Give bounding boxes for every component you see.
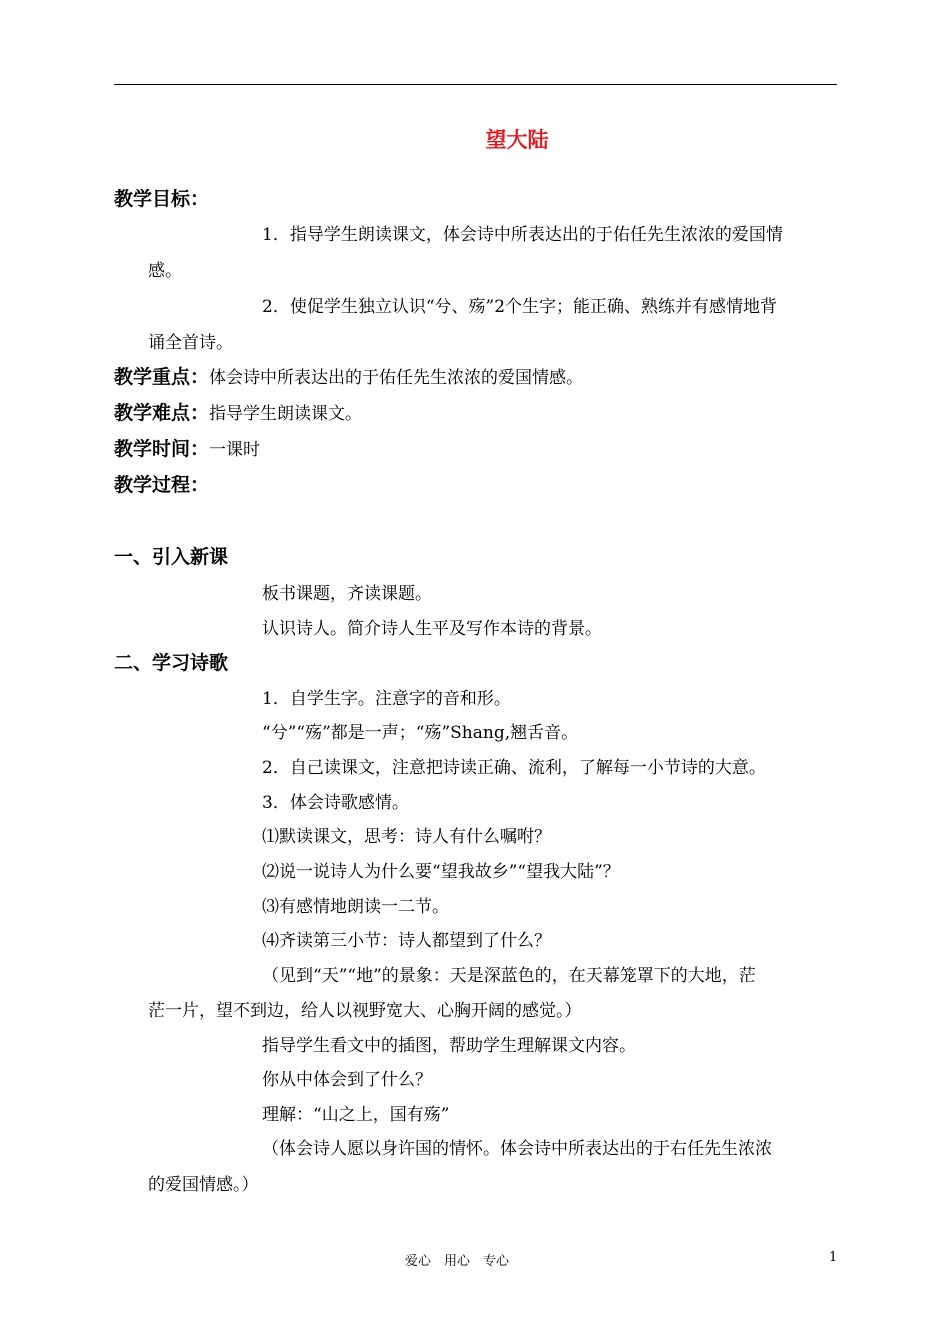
time-row [114,438,260,461]
section-2-paragraph: ⑷齐读第三小节：诗人都望到了什么？ [262,931,551,951]
section-2-paragraph: 指导学生看文中的插图，帮助学生理解课文内容。 [262,1036,636,1056]
section-2-paragraph: （见到“天”“地”的景象：天是深蓝色的，在天幕笼罩下的大地，茫 [262,966,756,986]
footer-text: 爱心 用心 专心 [405,1254,510,1269]
objective-2-line-1: 2．使促学生独立认识“兮、殇”2个生字；能正确、熟练并有感情地背 [262,297,778,317]
section-1-paragraph: 板书课题，齐读课题。 [262,584,432,604]
section-2-paragraph: 茫一片，望不到边，给人以视野宽大、心胸开阔的感觉。） [148,1001,582,1021]
section-2-paragraph: ⑴默读课文，思考：诗人有什么嘱咐？ [262,827,551,847]
section-2-heading: 二、学习诗歌 [114,652,229,674]
time-label: 教学时间： [114,438,210,460]
key-point-label: 教学重点： [114,366,210,388]
section-2-paragraph: 2．自己读课文，注意把诗读正确、流利，了解每一小节诗的大意。 [262,758,766,778]
key-point-row [114,366,583,389]
objectives-heading: 教学目标： [114,188,210,210]
process-label: 教学过程： [114,474,210,496]
page-number: 1 [829,1250,838,1265]
section-2-paragraph: 的爱国情感。） [148,1175,259,1195]
process-row [114,474,209,497]
section-1-paragraph: 认识诗人。简介诗人生平及写作本诗的背景。 [262,619,602,639]
time-value: 一课时 [209,440,261,460]
section-1-heading: 一、引入新课 [114,546,229,568]
section-2-paragraph: ⑶有感情地朗读一二节。 [262,897,449,917]
key-point-value: 体会诗中所表达出的于佑任先生浓浓的爱国情感。 [209,368,584,388]
section-2-paragraph: （体会诗人愿以身许国的情怀。体会诗中所表达出的于右任先生浓浓 [262,1139,772,1159]
section-2-paragraph: 1．自学生字。注意字的音和形。 [262,689,511,709]
section-2-paragraph: “兮”“殇”都是一声；“殇”Shang,翘舌音。 [262,723,579,743]
header-rule [114,84,837,85]
difficulty-row [114,402,362,425]
difficulty-label: 教学难点： [114,402,210,424]
document-title: 望大陆 [485,128,549,152]
section-2-paragraph: 你从中体会到了什么？ [262,1070,432,1090]
objective-1-line-2: 感。 [148,261,182,281]
section-2-paragraph: ⑵说一说诗人为什么要“望我故乡”“望我大陆”？ [262,862,620,882]
difficulty-value: 指导学生朗读课文。 [209,404,363,424]
objective-2-line-2: 诵全首诗。 [148,333,233,353]
section-2-paragraph: 理解：“山之上，国有殇” [262,1105,450,1125]
objective-1-line-1: 1．指导学生朗读课文，体会诗中所表达出的于佑任先生浓浓的爱国情 [262,225,783,245]
section-2-paragraph: 3．体会诗歌感情。 [262,793,409,813]
